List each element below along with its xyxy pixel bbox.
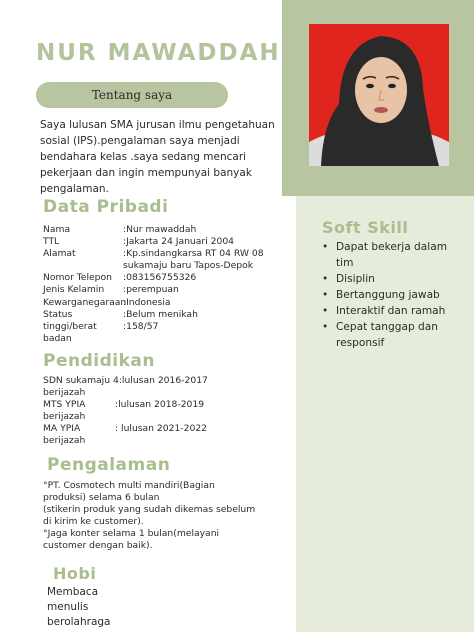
row-key: Jenis Kelamin [43,284,105,296]
data-pribadi-title: Data Pribadi [43,197,169,217]
hobby-item: berolahraga [47,616,111,628]
hobi-title: Hobi [53,564,97,583]
soft-skill-list [322,239,462,351]
school-note: berijazah [43,435,86,447]
row-key: tinggi/berat [43,320,97,332]
soft-skill-item: • Bertanggung jawab [322,287,462,303]
personal-data-row [43,224,283,236]
row-key: Status [43,308,73,320]
experience-line: customer dengan baik). [43,540,153,552]
school-name: MA YPIA [43,423,81,435]
pengalaman-title: Pengalaman [47,455,171,475]
experience-line: °PT. Cosmotech multi mandiri(Bagian [43,480,215,491]
about-text: Saya lulusan SMA jurusan ilmu pengetahuan sosial (IPS).pengalaman saya menjadi bendahara kelas .saya sedang mencari pekerjaan dan ingin mempunyai banyak pengalaman. [40,119,275,195]
experience-line: (stikerin produk yang sudah dikemas sebelum [43,504,256,516]
school-note: berijazah [43,387,86,399]
school-years: :lulusan 2018-2019 [115,399,205,411]
experience-line: °Jaga konter selama 1 bulan(melayani [43,528,220,540]
personal-data-row [43,248,283,260]
row-value: :Nur mawaddah [123,224,197,235]
row-key: Nama [43,224,71,235]
profile-photo [309,24,449,166]
experience-line: di kirim ke customer). [43,516,144,528]
about-heading: Tentang saya [36,82,228,108]
row-value: :158/57 [123,320,159,332]
hobby-list [47,585,111,630]
personal-data-row [43,321,283,333]
row-key: TTL [43,236,60,248]
hobby-item: menulis [47,601,89,613]
soft-skill-item: • Dapat bekerja dalam tim [322,239,462,271]
pendidikan-title: Pendidikan [43,351,155,371]
personal-data-row [43,309,283,321]
soft-skill-item: • Disiplin [322,271,462,287]
personal-data-row [43,297,283,309]
person-name: NUR MAWADDAH [36,40,281,66]
education-item [43,423,283,447]
soft-skill-item: • Cepat tanggap dan responsif [322,319,462,351]
personal-data-list [43,224,283,345]
hobby-item: Membaca [47,586,99,598]
education-list [43,375,283,448]
personal-data-row [43,284,283,296]
personal-data-row [43,272,283,284]
soft-skill-title: Soft Skill [322,218,409,237]
row-key: Nomor Telepon [43,272,112,284]
experience-text [43,480,288,553]
row-key: Kewarganegaraan [43,296,127,308]
education-item [43,399,283,423]
personal-data-row [43,236,283,248]
school-name: SDN sukamaju 4:lulusan 2016-2017 [43,375,208,386]
row-value: :083156755326 [123,272,197,284]
school-years: : lulusan 2021-2022 [115,423,208,435]
experience-line: produksi) selama 6 bulan [43,492,160,504]
soft-skill-item: • Interaktif dan ramah [322,303,462,319]
row-value: :Kp.sindangkarsa RT 04 RW 08 [123,248,264,260]
row-value: :Belum menikah [123,308,198,320]
school-name: MTS YPIA [43,399,86,411]
personal-data-row [43,333,283,345]
row-key: badan [43,332,72,344]
school-note: berijazah [43,411,86,423]
row-key: Alamat [43,248,76,260]
row-value: sukamaju baru Tapos-Depok [123,260,254,272]
row-value: :perempuan [123,284,179,296]
personal-data-row [43,260,283,272]
row-value: :Jakarta 24 Januari 2004 [123,236,235,248]
education-item [43,375,283,399]
row-value: :Indonesia [123,296,171,308]
